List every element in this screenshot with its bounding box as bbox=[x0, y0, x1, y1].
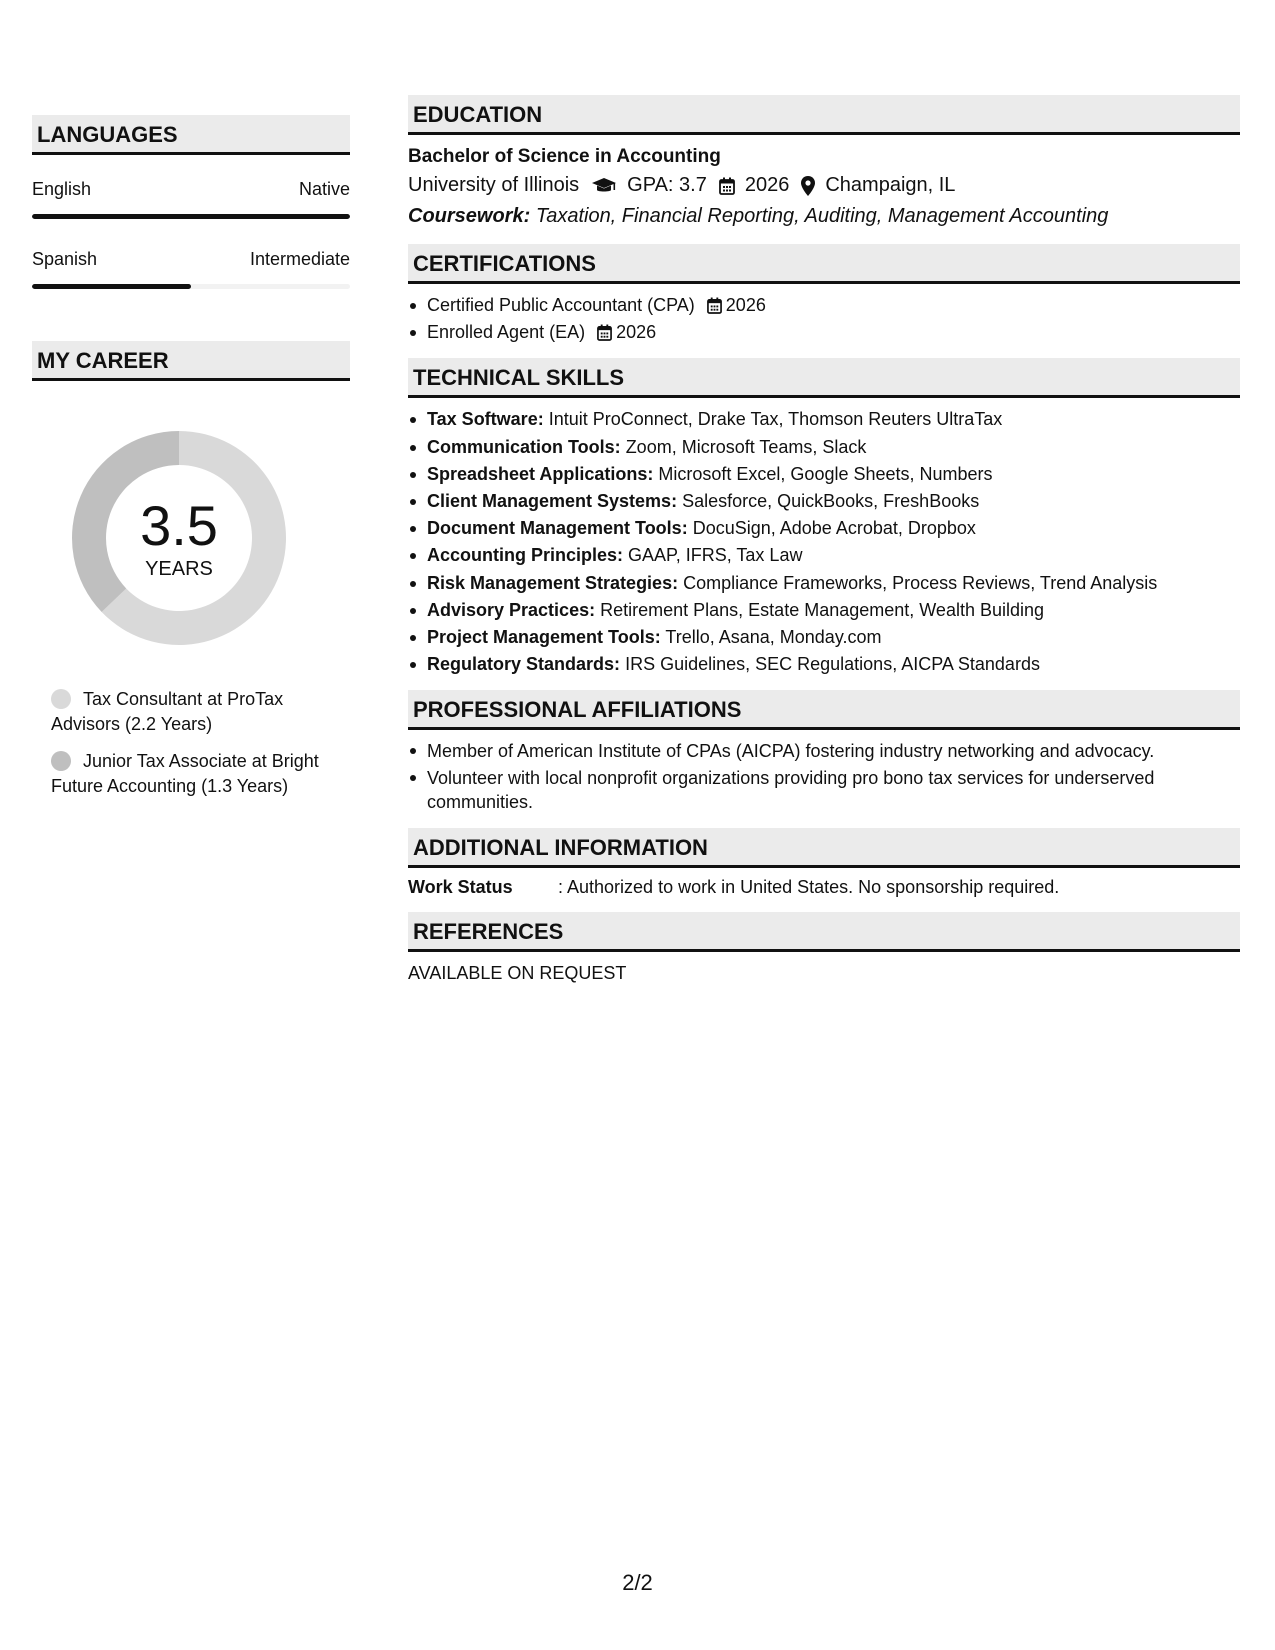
skill-value: Trello, Asana, Monday.com bbox=[665, 627, 882, 648]
career-legend bbox=[32, 687, 350, 798]
references-text: AVAILABLE ON REQUEST bbox=[408, 962, 627, 983]
references-section bbox=[408, 912, 1240, 986]
graduation-cap-icon bbox=[591, 177, 617, 195]
skill-label: Client Management Systems: bbox=[427, 491, 678, 512]
affiliations-heading: PROFESSIONAL AFFILIATIONS bbox=[408, 690, 1240, 730]
language-list bbox=[32, 177, 350, 289]
skill-label: Communication Tools: bbox=[427, 436, 621, 457]
additional-info-section bbox=[408, 828, 1240, 900]
certification-name: Enrolled Agent (EA) bbox=[427, 322, 586, 343]
skill-item bbox=[408, 624, 1240, 651]
skill-label: Regulatory Standards: bbox=[427, 654, 621, 675]
language-name: Spanish bbox=[32, 249, 98, 269]
coursework-label: Coursework: bbox=[408, 205, 531, 227]
skill-item bbox=[408, 542, 1240, 569]
work-status-value: : Authorized to work in United States. No sponsorship required. bbox=[558, 876, 1060, 897]
language-proficiency-fill bbox=[32, 284, 191, 289]
certification-year: 2026 bbox=[616, 322, 657, 343]
language-item bbox=[32, 247, 350, 289]
skill-label: Tax Software: bbox=[427, 409, 544, 430]
school-name: University of Illinois bbox=[408, 174, 580, 196]
skill-item bbox=[408, 488, 1240, 515]
skill-value: Compliance Frameworks, Process Reviews, Trend Analysis bbox=[683, 572, 1158, 593]
skill-item bbox=[408, 515, 1240, 542]
skill-label: Advisory Practices: bbox=[427, 599, 596, 620]
career-legend-item bbox=[51, 749, 350, 798]
skills-list bbox=[408, 398, 1240, 678]
affiliations-section bbox=[408, 690, 1240, 816]
skill-label: Document Management Tools: bbox=[427, 518, 688, 539]
skill-value: DocuSign, Adobe Acrobat, Dropbox bbox=[692, 518, 976, 539]
certifications-list bbox=[408, 284, 1240, 346]
calendar-icon bbox=[597, 324, 612, 341]
main-column bbox=[408, 95, 1240, 998]
career-heading: MY CAREER bbox=[32, 341, 350, 381]
skill-label: Project Management Tools: bbox=[427, 627, 661, 648]
language-level: Native bbox=[298, 179, 350, 199]
career-donut-chart bbox=[66, 425, 292, 651]
calendar-icon bbox=[719, 177, 735, 195]
education-section bbox=[408, 95, 1240, 232]
legend-dot-icon bbox=[51, 751, 71, 771]
additional-info-heading: ADDITIONAL INFORMATION bbox=[408, 828, 1240, 868]
languages-section bbox=[32, 115, 350, 289]
career-total-value: 3.5 bbox=[140, 494, 218, 557]
certification-name: Certified Public Accountant (CPA) bbox=[427, 295, 695, 315]
skill-value: Microsoft Excel, Google Sheets, Numbers bbox=[658, 463, 993, 484]
work-status-row bbox=[408, 868, 1240, 900]
certification-item bbox=[408, 319, 1240, 346]
location-pin-icon bbox=[801, 176, 815, 196]
career-legend-item bbox=[51, 687, 350, 736]
skills-heading: TECHNICAL SKILLS bbox=[408, 358, 1240, 398]
certification-year: 2026 bbox=[725, 295, 766, 315]
gpa-text: GPA: 3.7 bbox=[627, 174, 707, 196]
career-role-label: Tax Consultant at ProTax Advisors (2.2 Years) bbox=[51, 689, 284, 734]
education-details bbox=[408, 170, 1240, 201]
coursework-text: Taxation, Financial Reporting, Auditing, Management Accounting bbox=[535, 205, 1109, 227]
skill-label: Risk Management Strategies: bbox=[427, 572, 679, 593]
education-heading: EDUCATION bbox=[408, 95, 1240, 135]
affiliations-list bbox=[408, 730, 1240, 816]
references-heading: REFERENCES bbox=[408, 912, 1240, 952]
legend-dot-icon bbox=[51, 689, 71, 709]
skill-item bbox=[408, 434, 1240, 461]
affiliation-item: Volunteer with local nonprofit organizations providing pro bono tax services for underserved communities. bbox=[408, 765, 1240, 816]
certifications-section bbox=[408, 244, 1240, 346]
skill-value: Retirement Plans, Estate Management, Wealth Building bbox=[600, 599, 1045, 620]
skill-value: Salesforce, QuickBooks, FreshBooks bbox=[682, 491, 980, 512]
skill-item bbox=[408, 651, 1240, 678]
degree-title: Bachelor of Science in Accounting bbox=[408, 146, 721, 167]
skill-label: Accounting Principles: bbox=[427, 545, 624, 566]
skill-item bbox=[408, 406, 1240, 433]
certifications-heading: CERTIFICATIONS bbox=[408, 244, 1240, 284]
coursework-line bbox=[408, 201, 1240, 232]
skill-item bbox=[408, 461, 1240, 488]
skill-value: Intuit ProConnect, Drake Tax, Thomson Reuters UltraTax bbox=[548, 409, 1003, 430]
career-donut-center bbox=[66, 425, 292, 651]
languages-heading: LANGUAGES bbox=[32, 115, 350, 155]
career-role-label: Junior Tax Associate at Bright Future Accounting (1.3 Years) bbox=[51, 751, 319, 796]
certification-item bbox=[408, 292, 1240, 319]
school-location: Champaign, IL bbox=[825, 174, 956, 196]
affiliation-item: Member of American Institute of CPAs (AICPA) fostering industry networking and advocacy. bbox=[408, 738, 1240, 765]
skills-section bbox=[408, 358, 1240, 678]
skill-item bbox=[408, 570, 1240, 597]
calendar-icon bbox=[707, 297, 722, 314]
language-item bbox=[32, 177, 350, 219]
skill-item bbox=[408, 597, 1240, 624]
career-total-unit: YEARS bbox=[145, 558, 213, 580]
skill-value: IRS Guidelines, SEC Regulations, AICPA Standards bbox=[625, 654, 1040, 675]
skill-value: GAAP, IFRS, Tax Law bbox=[628, 545, 803, 566]
career-section bbox=[32, 341, 350, 798]
language-name: English bbox=[32, 179, 92, 199]
language-proficiency-fill bbox=[32, 214, 350, 219]
language-level: Intermediate bbox=[249, 249, 350, 269]
language-proficiency-bar bbox=[32, 284, 350, 289]
language-proficiency-bar bbox=[32, 214, 350, 219]
skill-value: Zoom, Microsoft Teams, Slack bbox=[625, 436, 867, 457]
work-status-label: Work Status bbox=[408, 876, 513, 897]
sidebar bbox=[32, 115, 350, 811]
page-number: 2/2 bbox=[622, 1570, 653, 1595]
skill-label: Spreadsheet Applications: bbox=[427, 463, 654, 484]
graduation-year: 2026 bbox=[744, 174, 790, 196]
